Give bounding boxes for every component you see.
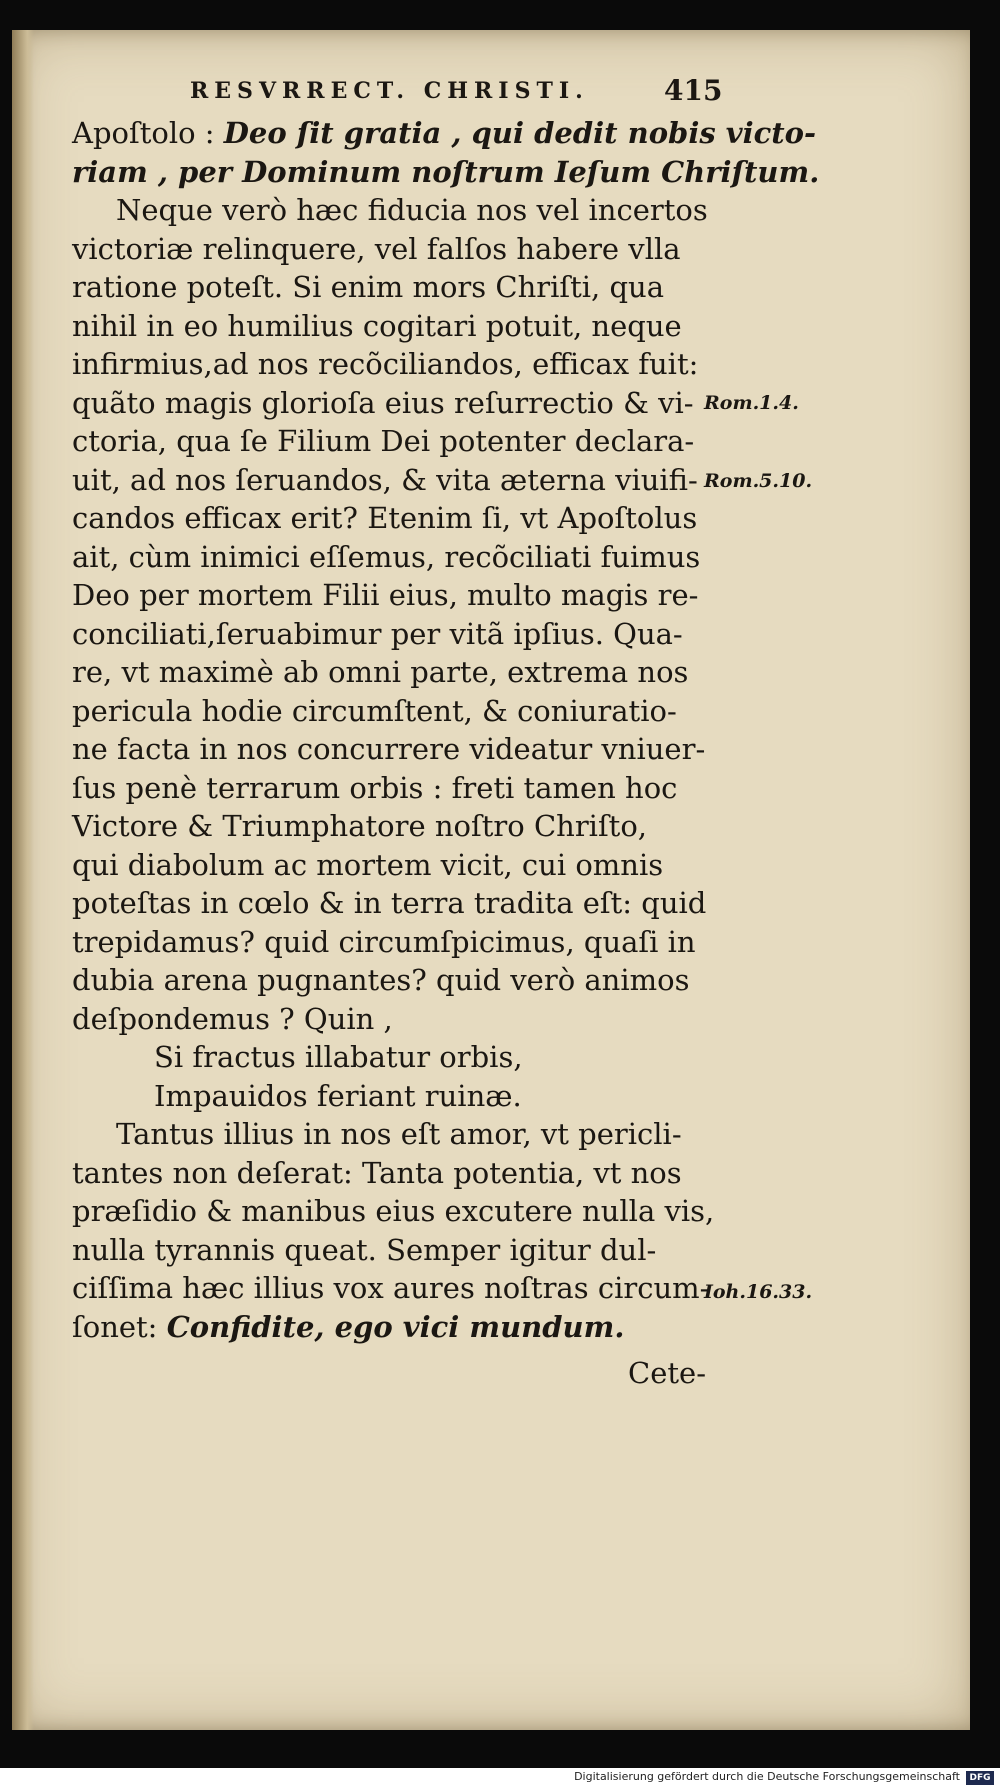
paragraph-start-line: Neque verò hæc fiducia nos vel incertos	[116, 193, 708, 227]
text-line: ctoria, qua ſe Filium Dei potenter declara-	[72, 424, 695, 458]
text-line: conciliati,ſeruabimur per vitã ipſius. Qua-	[72, 616, 683, 651]
paragraph-start-line: Tantus illius in nos eſt amor, vt pericli-	[116, 1117, 682, 1151]
text-line: dubia arena pugnantes? quid verò animos	[72, 963, 690, 997]
page-gutter	[12, 30, 34, 1730]
text-line: tantes non deſerat: Tanta potentia, vt nos	[72, 1155, 682, 1190]
text-line: ne facta in nos concurrere videatur vniuer-	[72, 732, 706, 766]
quotation-italic: Deo ſit gratia , qui dedit nobis victo-	[223, 116, 817, 150]
verse-line: Si fractus illabatur orbis,	[154, 1040, 523, 1074]
text-line: qui diabolum ac mortem vicit, cui omnis	[72, 847, 664, 882]
text-line: ait, cùm inimici eſſemus, recõciliati fuimus	[72, 539, 701, 574]
text-line: quãto magis glorioſa eius reſurrectio & vi-	[72, 385, 694, 420]
page-number: 415	[664, 74, 723, 107]
marginal-note-rom-1-4: Rom.1.4.	[704, 392, 799, 414]
text-line: victoriæ relinquere, vel falſos habere vlla	[72, 231, 681, 266]
marginal-note-ioh-16-33: Ioh.16.33.	[704, 1281, 813, 1303]
text-line: nihil in eo humilius cogitari potuit, neque	[72, 308, 682, 343]
quotation-italic: Confidite, ego vici mundum.	[166, 1309, 625, 1344]
text-line: ciſſima hæc illius vox aures noſtras circum-	[72, 1271, 710, 1305]
text-line: præſidio & manibus eius excutere nulla vis,	[72, 1194, 715, 1228]
text-line: infirmius,ad nos recõciliandos, efficax fuit:	[72, 347, 699, 381]
text-line: candos efficax erit? Etenim ſi, vt Apoſtolus	[72, 501, 698, 535]
text-line	[72, 1308, 712, 1347]
text-line: uit, ad nos ſeruandos, & vita æterna viuifi-	[72, 462, 698, 497]
text-fragment: ſonet:	[72, 1309, 167, 1344]
text-line: deſpondemus ? Quin ,	[72, 1001, 393, 1036]
text-line: ratione poteſt. Si enim mors Chriſti, qua	[72, 270, 665, 304]
text-line: pericula hodie circumſtent, & coniuratio-	[72, 693, 677, 728]
text-line: trepidamus? quid circumſpicimus, quaſi in	[72, 924, 696, 959]
dfg-logo: DFG	[966, 1771, 994, 1785]
text-line: ſus penè terrarum orbis : freti tamen hoc	[72, 770, 678, 805]
page-header	[0, 70, 1000, 110]
text-line: re, vt maximè ab omni parte, extrema nos	[72, 655, 689, 689]
text-line: Victore & Triumphatore noſtro Chriſto,	[72, 809, 648, 843]
marginal-note-rom-5-10: Rom.5.10.	[704, 470, 813, 492]
funding-credit: Digitalisierung gefördert durch die Deutsche Forschungsgemeinschaft	[574, 1770, 960, 1783]
text-line: Deo per mortem Filii eius, multo magis re-	[72, 578, 699, 612]
verse-line: Impauidos feriant ruinæ.	[154, 1078, 522, 1113]
text-line: poteſtas in cœlo & in terra tradita eſt: quid	[72, 886, 707, 920]
text-fragment: Apoſtolo :	[72, 116, 224, 150]
catchword: Cete-	[628, 1356, 706, 1390]
running-head: RESVRRECT. CHRISTI.	[190, 78, 589, 104]
text-line: riam , per Dominum noſtrum Ieſum Chriſtum.	[72, 154, 820, 189]
text-line	[72, 114, 817, 153]
text-line: nulla tyrannis queat. Semper igitur dul-	[72, 1232, 657, 1267]
digitization-footer	[0, 1768, 1000, 1788]
